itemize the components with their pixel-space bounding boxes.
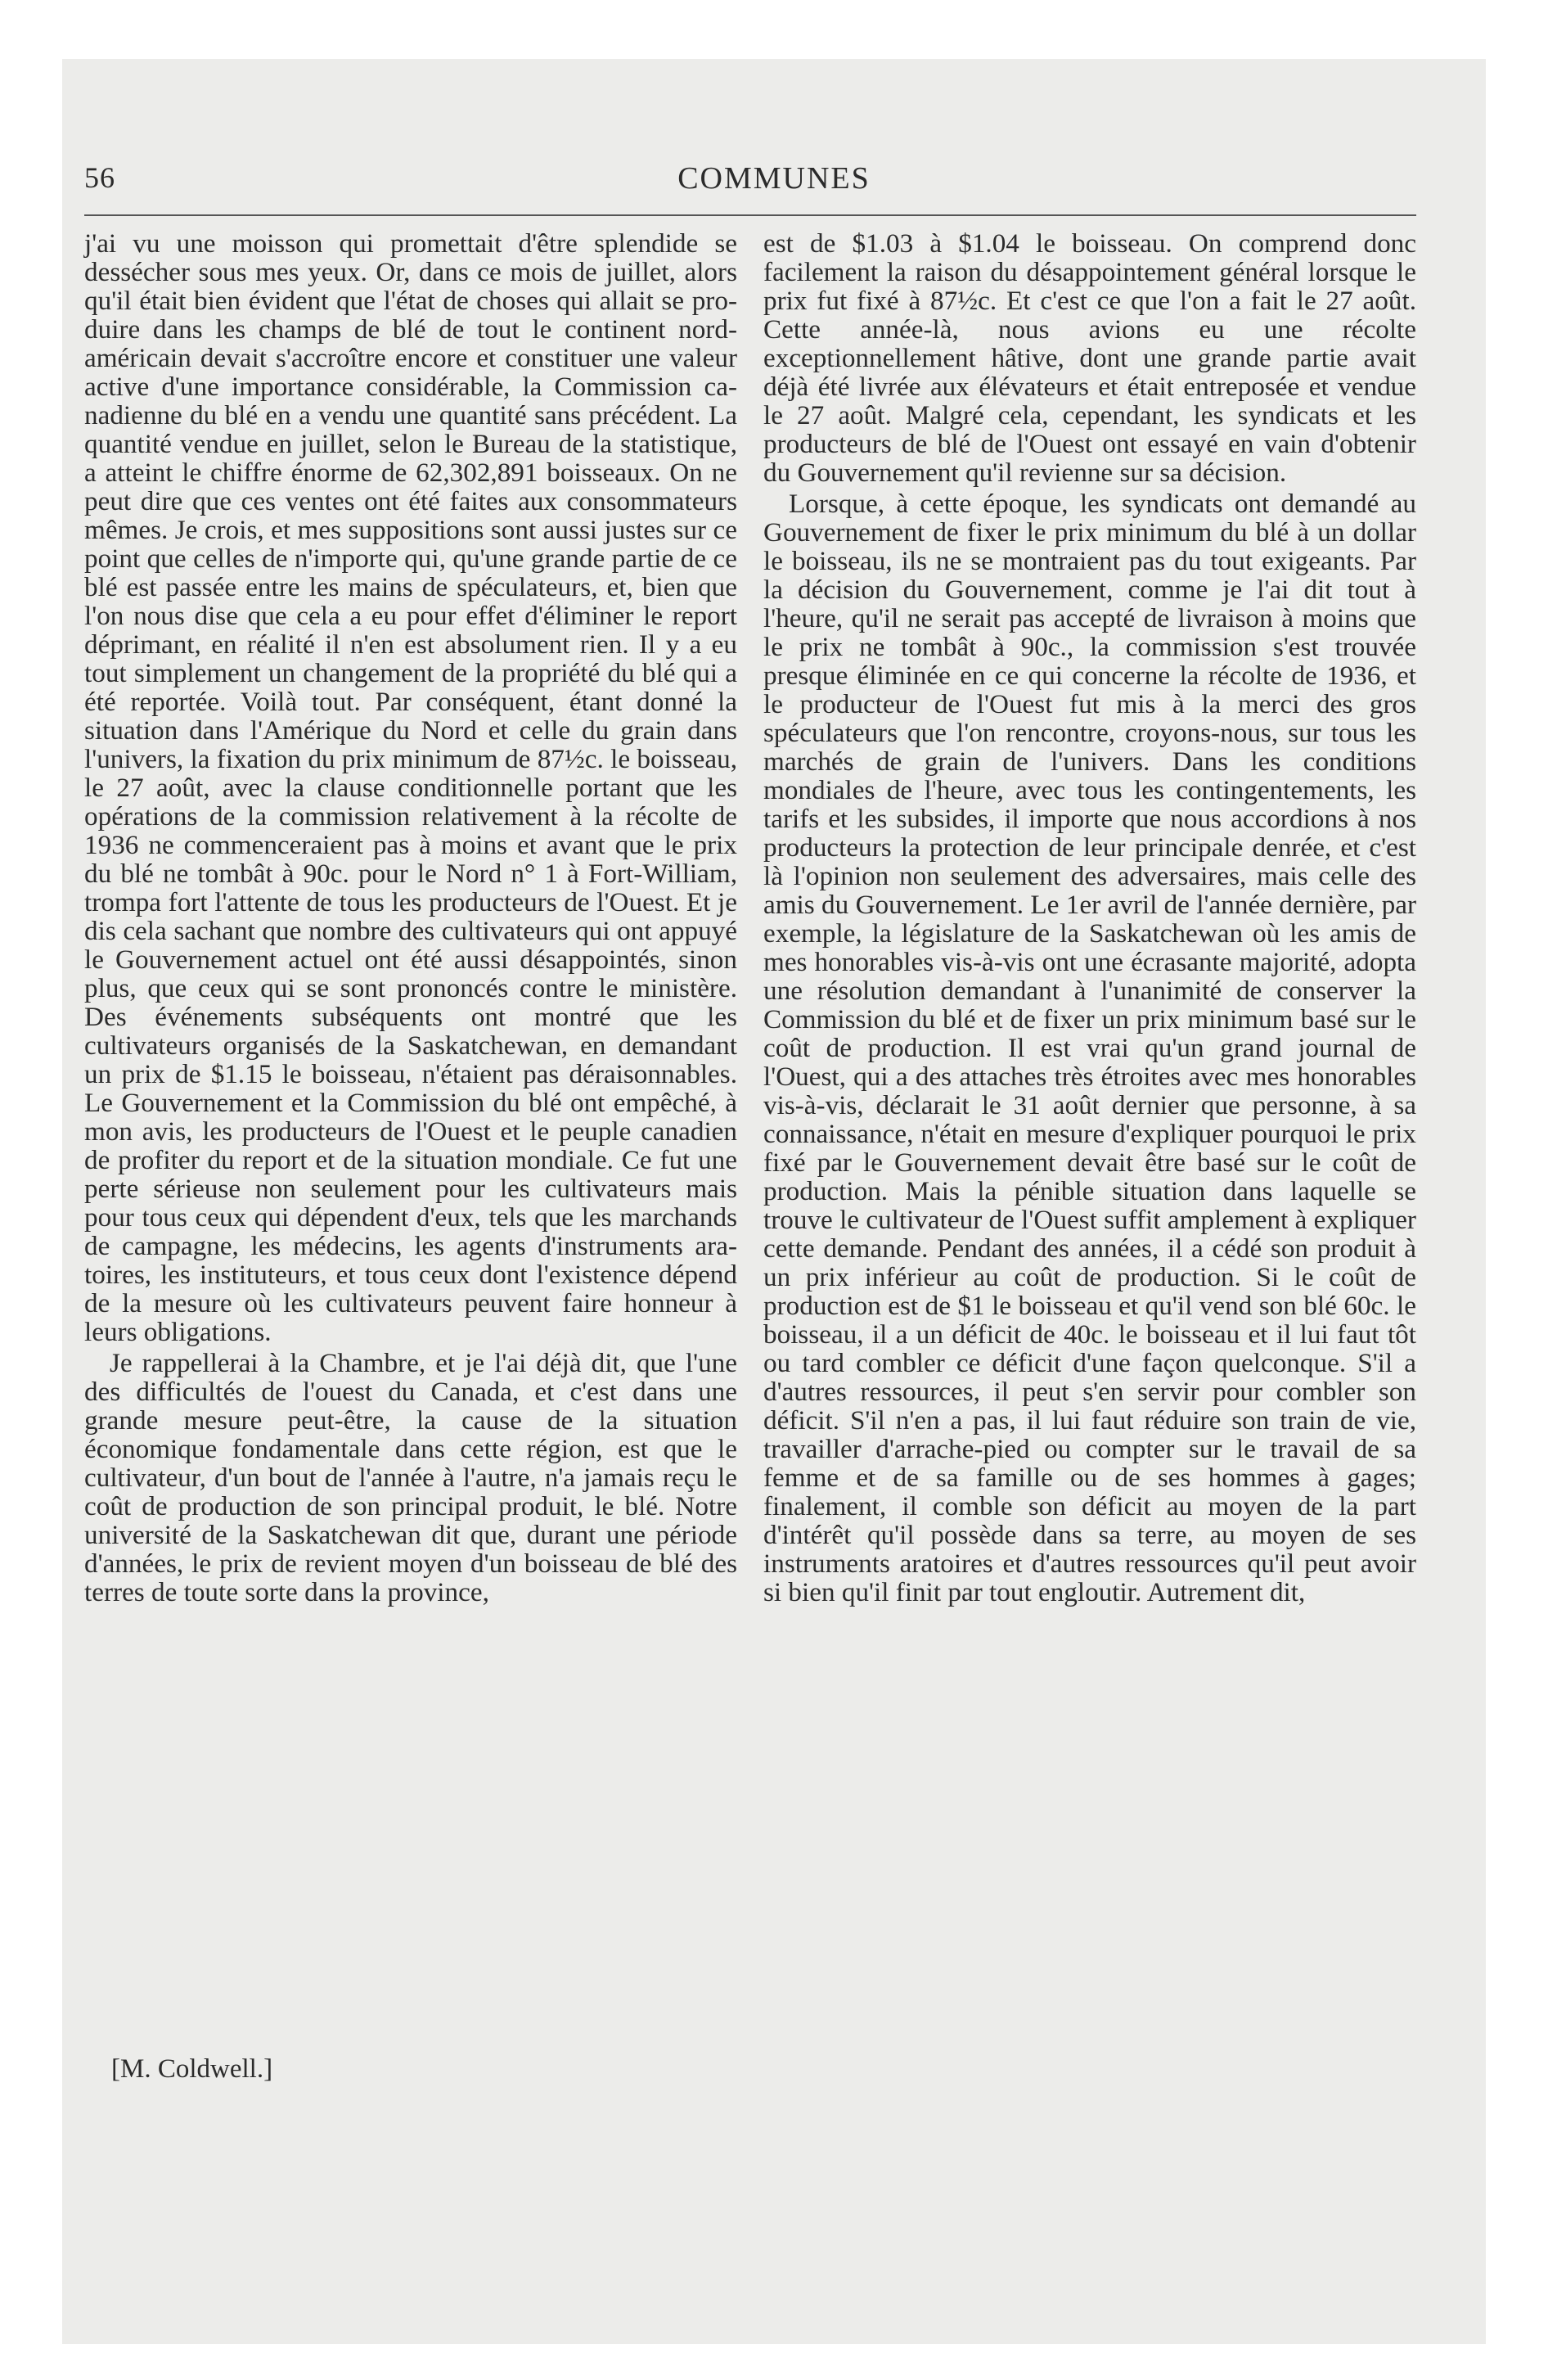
right-paragraph-1: est de $1.03 à $1.04 le boisseau. On comprend donc facilement la raison du désappointement général lorsque le prix fut fixé à 87½c. Et c'est ce que l'on a fait le 27 août. Cette année-là, nous avions eu une récolte exceptionnellement hâtive, dont une grande partie avait déjà été livrée aux élévateurs et était entreposée et vendue le 27 août. Malgré cela, cependant, les syndicats et les producteurs de blé de l'Ouest ont essayé en vain d'obtenir du Gouvernement qu'il revienne sur sa décision. (763, 228, 1416, 488)
page-number: 56 (84, 161, 115, 194)
header-rule (84, 214, 1416, 216)
left-column (84, 229, 737, 1607)
running-title: COMMUNES (677, 161, 871, 196)
left-paragraph-1: j'ai vu une moisson qui promettait d'être splendide se dessécher sous mes yeux. Or, dans ce mois de juillet, alors qu'il était bien évident que l'état de choses qui allait se produire dans les champs de blé de tout le continent nord-américain devait s'accroître encore et constituer une valeur active d'une importance considérable, la Commission canadienne du blé en a vendu une quantité sans précédent. La quantité vendue en juillet, selon le Bureau de la statistique, a atteint le chiffre énorme de 62,302,891 boisseaux. On ne peut dire que ces ventes ont été faites aux consommateurs mêmes. Je crois, et mes suppositions sont aussi justes sur ce point que celles de n'importe qui, qu'une grande partie de ce blé est passée entre les mains de spéculateurs, et, bien que l'on nous dise que cela a eu pour effet d'éliminer le report déprimant, en réalité il n'en est absolument rien. Il y a eu tout simplement un changement de la propriété du blé qui a été reportée. Voilà tout. Par conséquent, étant donné la situation dans l'Amérique du Nord et celle du grain dans l'univers, la fixation du prix minimum de 87½c. le boisseau, le 27 août, avec la clause conditionnelle portant que les opérations de la commission relativement à la récolte de 1936 ne commenceraient pas à moins et avant que le prix du blé ne tombât à 90c. pour le Nord n° 1 à Fort-William, trompa fort l'attente de tous les producteurs de l'Ouest. Et je dis cela sachant que nombre des cultivateurs qui ont appuyé le Gouvernement actuel ont été aussi désappointés, sinon plus, que ceux qui se sont prononcés contre le ministère. Des événements subséquents ont montré que les cultivateurs organisés de la Saskatchewan, en demandant un prix de $1.15 le boisseau, n'étaient pas déraisonnables. Le Gouvernement et la Commission du blé ont empêché, à mon avis, les producteurs de l'Ouest et le peuple canadien de profiter du report et de la situation mondiale. Ce fut une perte sérieuse non seulement pour les cultivateurs mais pour tous ceux qui dépendent d'eux, tels que les marchands de campagne, les médecins, les agents d'instruments aratoires, les instituteurs, et tous ceux dont l'existence dépend de la mesure où les cultivateurs peuvent faire honneur à leurs obligations. (84, 228, 737, 1347)
left-paragraph-2: Je rappellerai à la Chambre, et je l'ai déjà dit, que l'une des difficultés de l'ouest du Canada, et c'est dans une grande mesure peut-être, la cause de la situation économique fondamentale dans cette région, est que le cultivateur, d'un bout de l'année à l'autre, n'a jamais reçu le coût de production de son principal produit, le blé. Notre université de la Saskatchewan dit que, durant une période d'années, le prix de revient moyen d'un boisseau de blé des terres de toute sorte dans la province, (84, 1348, 737, 1607)
right-paragraph-2: Lorsque, à cette époque, les syndicats ont demandé au Gouvernement de fixer le prix minimum du blé à un dollar le boisseau, ils ne se montraient pas du tout exigeants. Par la décision du Gouvernement, comme je l'ai dit tout à l'heure, qu'il ne serait pas accepté de livraison à moins que le prix ne tombât à 90c., la commission s'est trouvée presque éliminée en ce qui concerne la récolte de 1936, et le producteur de l'Ouest fut mis à la merci des gros spéculateurs que l'on rencontre, croyons-nous, sur tous les marchés de grain de l'univers. Dans les conditions mondiales de l'heure, avec tous les contingentements, les tarifs et les subsides, il importe que nous accordions à nos producteurs la protection de leur principale denrée, et c'est là l'opinion non seulement des adversaires, mais celle des amis du Gouvernement. Le 1er avril de l'année dernière, par exemple, la législature de la Saskatchewan où les amis de mes honorables vis-à-vis ont une écrasante majorité, adopta une résolution demandant à l'unanimité de conserver la Commission du blé et de fixer un prix minimum basé sur le coût de production. Il est vrai qu'un grand journal de l'Ouest, qui a des attaches très étroites avec mes honorables vis-à-vis, déclarait le 31 août dernier que personne, à sa connaissance, n'était en mesure d'expliquer pourquoi le prix fixé par le Gouvernement devait être basé sur le coût de production. Mais la pénible situation dans laquelle se trouve le cultivateur de l'Ouest suffit amplement à expliquer cette demande. Pendant des années, il a cédé son produit à un prix inférieur au coût de production. Si le coût de production est de $1 le boisseau et qu'il vend son blé 60c. le boisseau, il a un déficit de 40c. le boisseau et il lui faut tôt ou tard combler ce déficit d'une façon quelconque. S'il a d'autres ressources, il peut s'en servir pour combler son déficit. S'il n'en a pas, il lui faut réduire son train de vie, travailler d'arrache-pied ou compter sur le travail de sa femme et de sa famille ou de ses hommes à gages; finalement, il comble son déficit au moyen de la part d'intérêt qu'il possède dans sa terre, au moyen de ses instruments aratoires et d'autres ressources qu'il peut avoir si bien qu'il finit par tout engloutir. Autrement dit, (763, 489, 1416, 1607)
right-column (763, 229, 1416, 1607)
speaker-attribution: [M. Coldwell.] (111, 2054, 273, 2084)
